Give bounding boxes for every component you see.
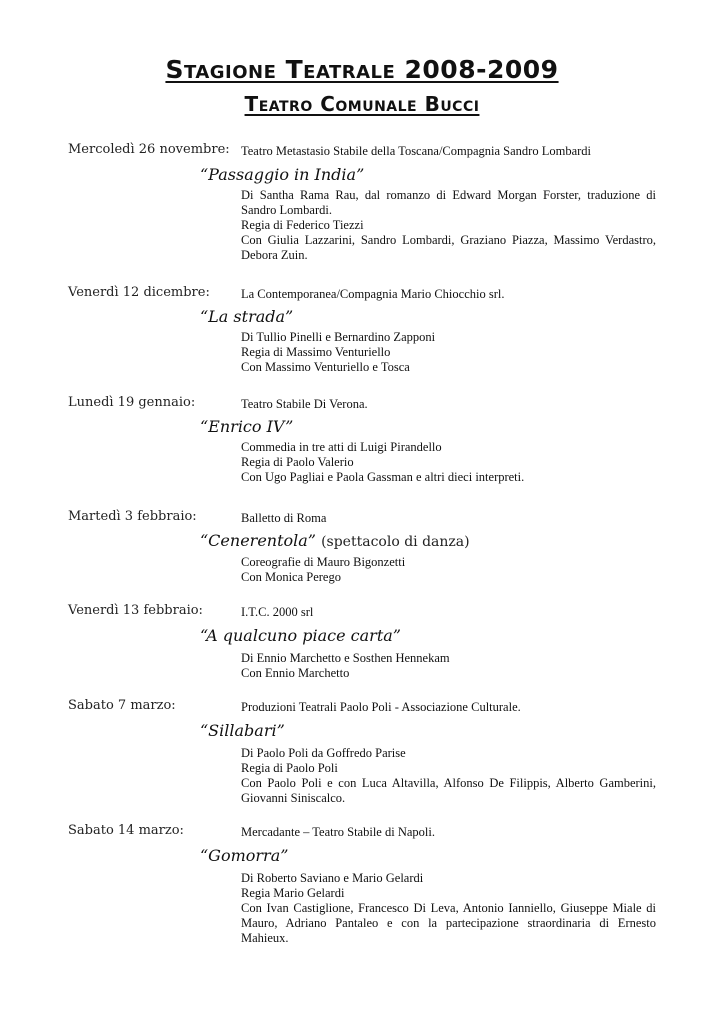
event-company: I.T.C. 2000 srl (241, 605, 314, 619)
event-detail-line: Commedia in tre atti di Luigi Pirandello (241, 440, 442, 454)
event-detail-line: Di Tullio Pinelli e Bernardino Zapponi (241, 330, 436, 344)
event-detail-line: Con Ugo Pagliai e Paola Gassman e altri dieci interpreti. (241, 470, 525, 484)
event-details (241, 440, 656, 485)
event-company: Produzioni Teatrali Paolo Poli - Associazione Culturale. (241, 700, 521, 714)
event-detail-line: Con Monica Perego (241, 570, 341, 584)
event-detail-line: Con Ivan Castiglione, Francesco Di Leva, Antonio Ianniello, Giuseppe Miale di Mauro, Adriano Pantaleo e con la partecipazione straordinaria di Ernesto Mahieux. (241, 901, 656, 945)
event-company: Mercadante – Teatro Stabile di Napoli. (241, 825, 435, 839)
event-detail-line: Regia di Federico Tiezzi (241, 218, 364, 232)
event-show-title: “Enrico IV” (200, 417, 294, 436)
event-show-title: “Cenerentola” (spettacolo di danza) (200, 531, 470, 550)
event-detail-line: Regia di Paolo Poli (241, 761, 338, 775)
event-company: Balletto di Roma (241, 511, 327, 525)
event-show-title: “Passaggio in India” (200, 165, 365, 184)
event-show-note: (spettacolo di danza) (321, 534, 470, 550)
event-details (241, 330, 656, 375)
page-subtitle: Teatro Comunale Bucci (244, 92, 480, 116)
event-details (241, 188, 656, 263)
event-detail-line: Di Ennio Marchetto e Sosthen Hennekam (241, 651, 450, 665)
event-details (241, 555, 656, 585)
event-show-title: “La strada” (200, 307, 294, 326)
event-detail-line: Di Santha Rama Rau, dal romanzo di Edward Morgan Forster, traduzione di Sandro Lombardi. (241, 188, 656, 217)
event-detail-line: Di Roberto Saviano e Mario Gelardi (241, 871, 424, 885)
event-date: Venerdì 13 febbraio: (68, 603, 203, 618)
event-detail-line: Regia di Massimo Venturiello (241, 345, 391, 359)
event-details (241, 651, 656, 681)
event-detail-line: Regia di Paolo Valerio (241, 455, 354, 469)
event-detail-line: Con Paolo Poli e con Luca Altavilla, Alfonso De Filippis, Alberto Gamberini, Giovanni Siniscalco. (241, 776, 656, 805)
event-show-title: “Sillabari” (200, 721, 285, 740)
event-detail-line: Con Massimo Venturiello e Tosca (241, 360, 410, 374)
event-detail-line: Con Giulia Lazzarini, Sandro Lombardi, Graziano Piazza, Massimo Verdastro, Debora Zuin. (241, 233, 656, 262)
event-date: Sabato 14 marzo: (68, 823, 184, 838)
event-company: Teatro Stabile Di Verona. (241, 397, 368, 411)
event-date: Sabato 7 marzo: (68, 698, 176, 713)
event-company: La Contemporanea/Compagnia Mario Chiocchio srl. (241, 287, 505, 301)
event-date: Martedì 3 febbraio: (68, 509, 197, 524)
event-details (241, 871, 656, 946)
event-detail-line: Regia Mario Gelardi (241, 886, 345, 900)
event-detail-line: Con Ennio Marchetto (241, 666, 350, 680)
event-show-title: “Gomorra” (200, 846, 289, 865)
event-date: Lunedì 19 gennaio: (68, 395, 196, 410)
page-title: Stagione Teatrale 2008-2009 (165, 55, 559, 84)
event-date: Mercoledì 26 novembre: (68, 142, 230, 157)
event-date: Venerdì 12 dicembre: (68, 285, 210, 300)
event-company: Teatro Metastasio Stabile della Toscana/Compagnia Sandro Lombardi (241, 144, 592, 158)
event-details (241, 746, 656, 806)
event-show-title: “A qualcuno piace carta” (200, 626, 401, 645)
event-detail-line: Di Paolo Poli da Goffredo Parise (241, 746, 406, 760)
event-detail-line: Coreografie di Mauro Bigonzetti (241, 555, 406, 569)
